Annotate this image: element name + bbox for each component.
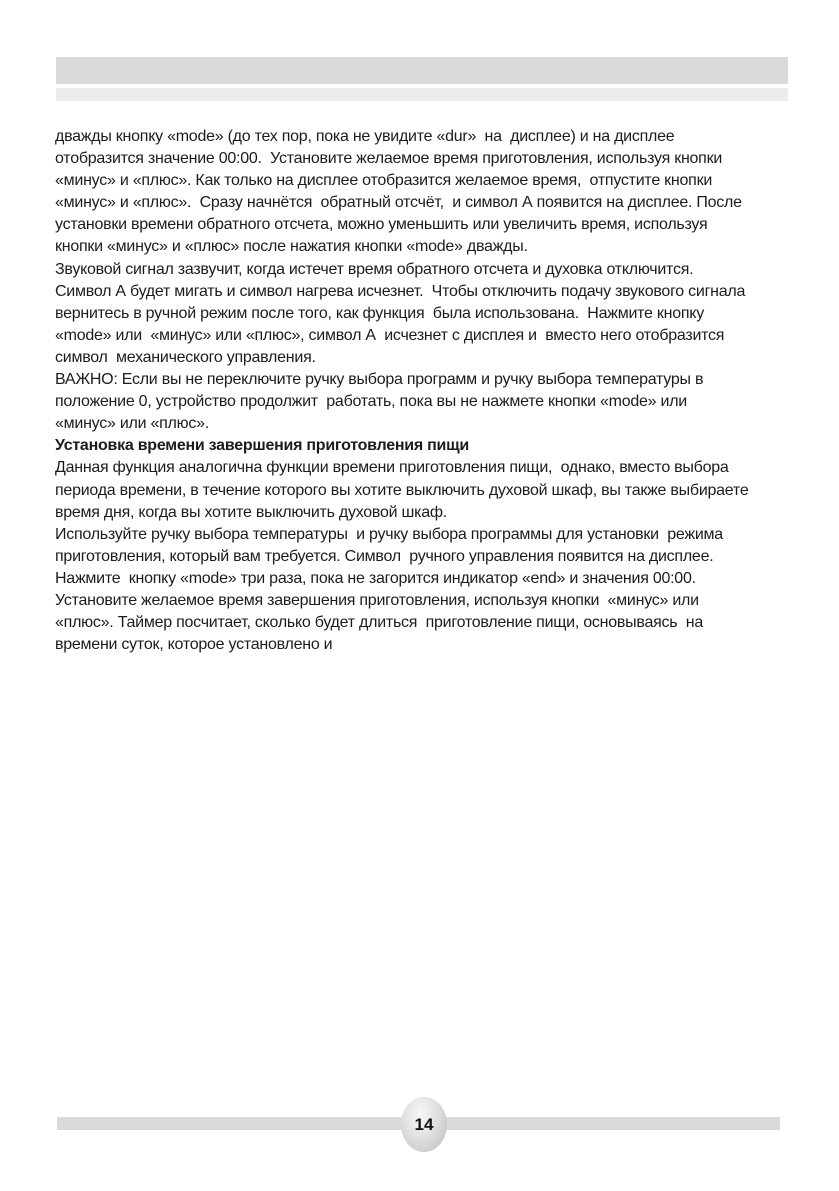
text-line: Установите желаемое время завершения приготовления, используя кнопки «минус» или — [55, 591, 699, 609]
paragraph — [55, 126, 791, 259]
body-text — [55, 126, 791, 656]
text-line: положение 0, устройство продолжит работать, пока вы не нажмете кнопки «mode» или — [55, 393, 687, 411]
paragraph — [55, 457, 791, 656]
text-line: «минус» или «плюс». — [55, 415, 209, 433]
paragraph — [55, 369, 791, 435]
text-line: «минус» и «плюс». Как только на дисплее отобразится желаемое время, отпустите кнопки — [55, 172, 713, 190]
text-line: Данная функция аналогична функции времени приготовления пищи, однако, вместо выбора — [55, 459, 729, 477]
text-line: символ механического управления. — [55, 348, 316, 366]
text-line: периода времени, в течение которого вы хотите выключить духовой шкаф, вы также выбираете — [55, 481, 749, 499]
header-bar-primary — [56, 57, 788, 84]
text-line: Звуковой сигнал зазвучит, когда истечет время обратного отсчета и духовка отключится. — [55, 260, 694, 278]
page-number-badge — [401, 1097, 447, 1152]
text-line: вернитесь в ручной режим после того, как функция была использована. Нажмите кнопку — [55, 304, 704, 322]
page-number: 14 — [414, 1114, 434, 1134]
text-line: приготовления, который вам требуется. Символ ручного управления появится на дисплее. — [55, 547, 714, 565]
text-line: «минус» и «плюс». Сразу начнётся обратный отсчёт, и символ А появится на дисплее. После — [55, 194, 742, 212]
text-line: Нажмите кнопку «mode» три раза, пока не загорится индикатор «end» и значения 00:00. — [55, 569, 696, 587]
text-line: отобразится значение 00:00. Установите желаемое время приготовления, используя кнопки — [55, 150, 723, 168]
text-line: время дня, когда вы хотите выключить духовой шкаф. — [55, 503, 447, 521]
text-line: дважды кнопку «mode» (до тех пор, пока не увидите «dur» на дисплее) и на дисплее — [55, 128, 675, 145]
text-line: Установка времени завершения приготовления пищи — [55, 437, 469, 455]
text-line: «mode» или «минус» или «плюс», символ А исчезнет с дисплея и вместо него отобразится — [55, 326, 725, 344]
text-line: Символ А будет мигать и символ нагрева исчезнет. Чтобы отключить подачу звукового сигнала — [55, 282, 746, 300]
section-heading — [55, 435, 791, 457]
text-line: установки времени обратного отсчета, можно уменьшить или увеличить время, используя — [55, 216, 708, 234]
text-line: ВАЖНО: Если вы не переключите ручку выбора программ и ручку выбора температуры в — [55, 371, 704, 389]
text-line: Используйте ручку выбора температуры и ручку выбора программы для установки режима — [55, 525, 723, 543]
text-line: кнопки «минус» и «плюс» после нажатия кнопки «mode» дважды. — [55, 238, 528, 256]
paragraph — [55, 259, 791, 369]
text-line: «плюс». Таймер посчитает, сколько будет длиться приготовление пищи, основываясь на — [55, 614, 703, 632]
header-bar-secondary — [56, 88, 788, 101]
text-line: времени суток, которое установлено и — [55, 636, 333, 654]
